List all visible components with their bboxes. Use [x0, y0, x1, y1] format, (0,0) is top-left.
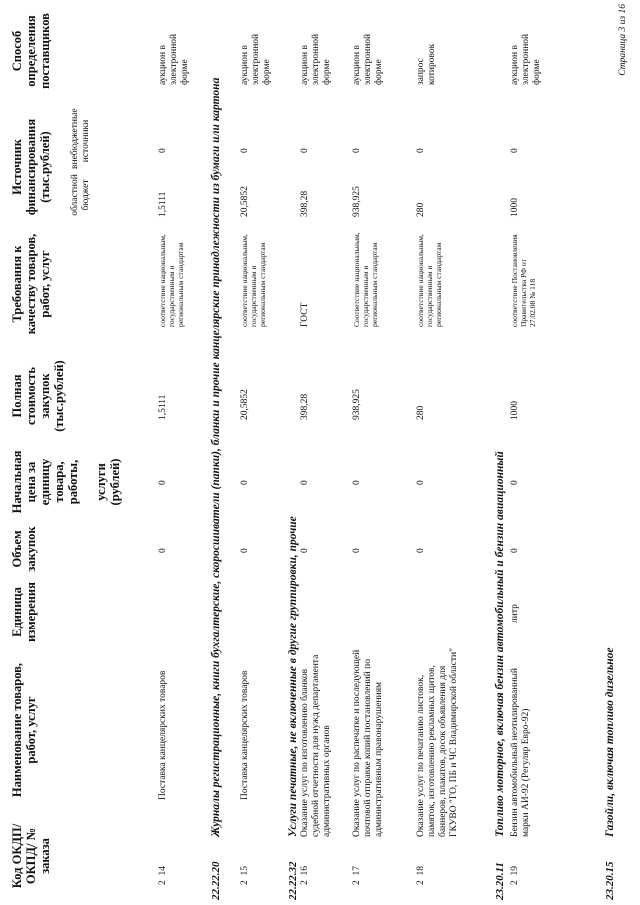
row-volume: 0: [352, 548, 362, 553]
row-number: [300, 866, 311, 885]
row-group-number: 2: [158, 880, 168, 885]
row-total: 20,5852: [240, 389, 250, 420]
row-item-number: 15: [240, 866, 250, 876]
row-fund-regional: 1000: [510, 198, 520, 217]
row-number: [240, 866, 251, 885]
header-funding-regional: областной бюджет: [70, 174, 91, 216]
row-price: 0: [510, 480, 520, 485]
row-fund-regional: 938,925: [352, 186, 362, 217]
row-fund-regional: 280: [416, 202, 426, 217]
row-fund-regional: 398,28: [300, 190, 310, 217]
header-method: Способ определения поставщиков: [10, 13, 52, 89]
row-requirements: соответствие национальным, государственным и региональным стандартам: [240, 234, 267, 327]
row-name: Оказание услуг по изготовлению бланков судебной отчетности для нужд департамента административных органов: [300, 654, 332, 837]
row-item-number: 18: [416, 866, 426, 876]
row-method: аукцион в электронной форме: [158, 33, 190, 85]
row-group-number: 2: [510, 880, 520, 885]
row-name: Оказание услуг по распечатке и последующей почтовой отправке копий постановлений по административным правонарушениям: [352, 649, 384, 837]
section-code: 22.22.32: [287, 861, 299, 900]
header-funding-title: Источник финансирования (тыс.рублей): [10, 118, 52, 216]
row-fund-extra: 0: [510, 148, 520, 153]
section-code: 23.20.11: [494, 862, 506, 900]
row-price: 0: [158, 480, 168, 485]
section-code: 22.22.20: [210, 861, 222, 900]
row-price: 0: [352, 480, 362, 485]
row-number: [158, 866, 169, 885]
row-fund-extra: 0: [300, 148, 310, 153]
row-fund-regional: 1,5111: [158, 191, 168, 217]
row-fund-extra: 0: [352, 148, 362, 153]
header-init-price: [10, 447, 122, 517]
row-volume: 0: [510, 548, 520, 553]
row-total: 1000: [510, 401, 520, 420]
section-title: Газойли, включая топливо дизельное: [604, 647, 616, 837]
row-fund-extra: 0: [416, 148, 426, 153]
row-volume: 0: [158, 548, 168, 553]
header-init-price-top: Начальная цена за единицу товара, работы,: [10, 450, 80, 514]
row-requirements: соответствие национальным, государственным и региональным стандартам: [416, 234, 443, 327]
row-requirements: соответствие национальным, государственным и региональным стандартам: [158, 234, 185, 327]
row-method: запрос котировок: [416, 43, 437, 85]
row-name: Поставка канцелярских товаров: [158, 670, 168, 800]
row-number: [416, 866, 427, 885]
page-number: Страница 3 из 16: [618, 4, 628, 76]
row-total: 938,925: [352, 389, 362, 420]
header-funding-extra: внебюджетные источники: [70, 108, 91, 169]
row-volume: 0: [300, 548, 310, 553]
row-requirements: Соответствие национальным, государственным и региональным стандартам: [352, 232, 379, 327]
row-method: аукцион в электронной форме: [240, 33, 272, 85]
row-number: [352, 866, 363, 885]
row-volume: 0: [240, 548, 250, 553]
header-name: Наименование товаров, работ, услуг: [10, 662, 38, 798]
row-fund-extra: 0: [158, 148, 168, 153]
row-method: аукцион в электронной форме: [352, 33, 384, 85]
header-init-price-bottom: услуги (рублей): [94, 458, 122, 506]
header-total: Полная стоимость закупок (тыс.рублей): [10, 360, 66, 432]
section-code: 23.20.15: [604, 861, 616, 900]
row-total: 398,28: [300, 393, 310, 420]
row-method: аукцион в электронной форме: [510, 33, 542, 85]
row-group-number: 2: [352, 880, 362, 885]
row-price: 0: [416, 480, 426, 485]
row-volume: 0: [416, 548, 426, 553]
header-code: Код ОКДП/ ОКПД/ № заказа: [10, 823, 52, 889]
row-name: Бензин автомобильный неэтилированный марки АИ-92 (Регуляр Евро-92): [510, 668, 531, 837]
header-requirements: Требования к качеству товаров, работ, услуг: [10, 233, 52, 335]
row-fund-extra: 0: [240, 148, 250, 153]
row-requirements: ГОСТ: [300, 302, 310, 327]
row-requirements: соответствие Постановления Правительства РФ от 27.02.08 № 118: [510, 234, 537, 327]
header-volume: Объем закупок: [10, 526, 38, 572]
row-item-number: 19: [510, 866, 520, 876]
row-group-number: 2: [416, 880, 426, 885]
row-name: Оказание услуг по печатанию листовок, памяток, изготовлению рекламных щитов, баннеров, плакатов, досок объявления для ГКУВО "ГО, ПБ и ЧС Владимирской области": [416, 648, 459, 837]
header-unit: Единица измерения: [10, 582, 38, 642]
row-item-number: 16: [300, 866, 310, 876]
row-name: Поставка канцелярских товаров: [240, 670, 250, 800]
header-funding: [10, 108, 91, 217]
row-item-number: 17: [352, 866, 362, 876]
row-group-number: 2: [300, 880, 310, 885]
row-item-number: 14: [158, 866, 168, 876]
row-total: 280: [416, 405, 426, 420]
row-total: 1,5111: [158, 394, 168, 420]
row-fund-regional: 20,5852: [240, 186, 250, 217]
row-number: [510, 866, 521, 885]
row-unit: литр: [510, 604, 520, 623]
section-title: Услуги печатные, не включенные в другие группировки, прочие: [287, 516, 299, 837]
row-price: 0: [240, 480, 250, 485]
row-group-number: 2: [240, 880, 250, 885]
row-price: 0: [300, 480, 310, 485]
section-title: Топливо моторное, включая бензин автомобильный и бензин авиационный: [494, 451, 506, 837]
row-method: аукцион в электронной форме: [300, 33, 332, 85]
section-title: Журналы регистрационные, книги бухгалтерские, скоросшиватели (папки), бланки и прочие канцелярские принадлежности из бумаги или картона: [210, 77, 222, 837]
